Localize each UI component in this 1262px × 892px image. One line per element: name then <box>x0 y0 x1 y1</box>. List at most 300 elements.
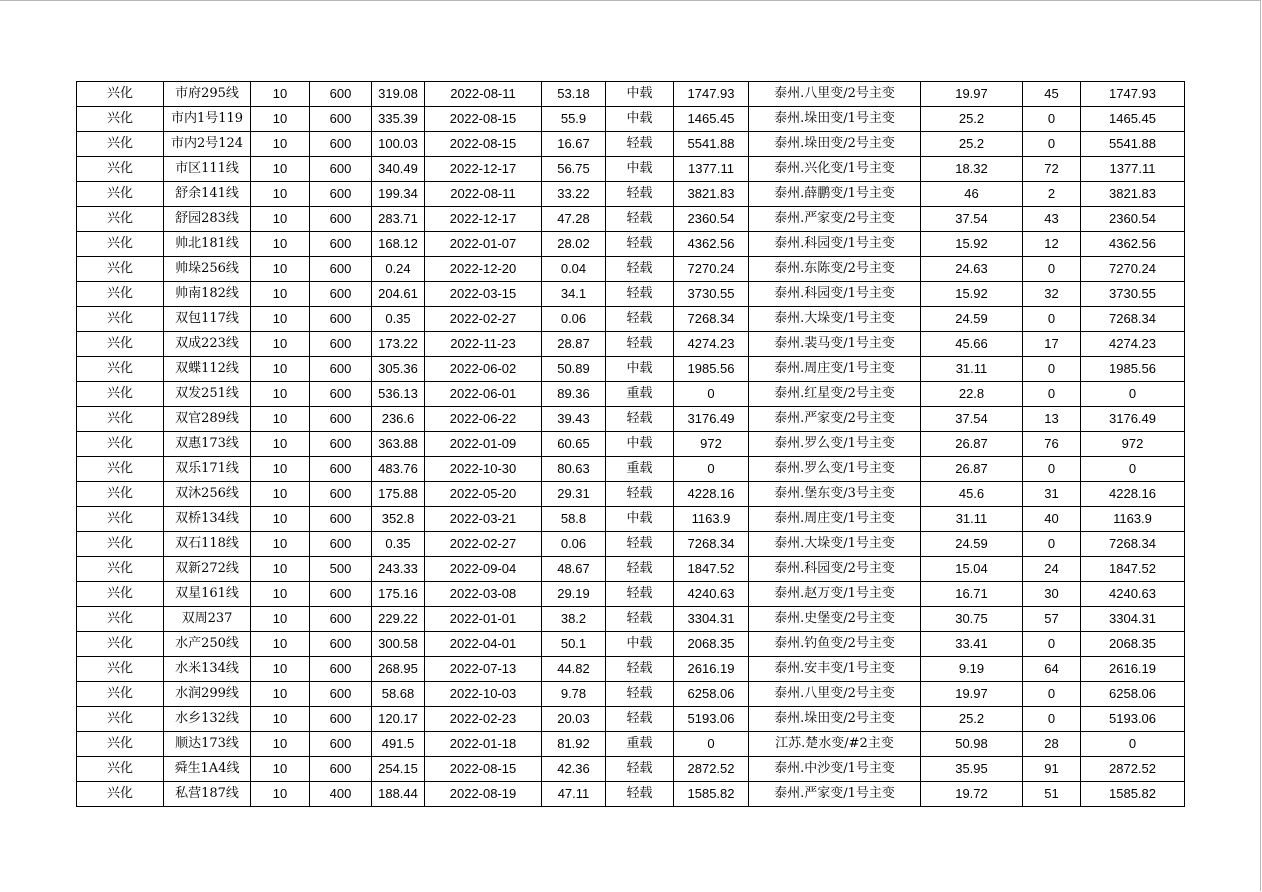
cell-count: 0 <box>1023 307 1081 332</box>
cell-count: 0 <box>1023 632 1081 657</box>
cell-remaining-capacity: 1747.93 <box>1081 82 1185 107</box>
cell-district: 兴化 <box>77 432 164 457</box>
cell-load-rate: 0.04 <box>542 257 606 282</box>
table-row <box>77 132 1185 157</box>
cell-transformer-load-rate: 25.2 <box>921 132 1023 157</box>
cell-date: 2022-06-01 <box>425 382 542 407</box>
cell-transformer: 泰州.严家变/2号主变 <box>749 407 921 432</box>
cell-available-capacity: 1585.82 <box>674 782 749 807</box>
cell-transformer: 泰州.安丰变/1号主变 <box>749 657 921 682</box>
cell-date: 2022-02-27 <box>425 532 542 557</box>
cell-load: 243.33 <box>372 557 425 582</box>
cell-capacity: 600 <box>310 307 372 332</box>
cell-available-capacity: 4362.56 <box>674 232 749 257</box>
cell-district: 兴化 <box>77 332 164 357</box>
table-row <box>77 557 1185 582</box>
cell-available-capacity: 1747.93 <box>674 82 749 107</box>
cell-transformer-load-rate: 25.2 <box>921 107 1023 132</box>
cell-count: 2 <box>1023 182 1081 207</box>
cell-date: 2022-07-13 <box>425 657 542 682</box>
cell-voltage: 10 <box>251 757 310 782</box>
cell-remaining-capacity: 0 <box>1081 457 1185 482</box>
cell-load: 305.36 <box>372 357 425 382</box>
cell-available-capacity: 972 <box>674 432 749 457</box>
cell-load-status: 中载 <box>606 507 674 532</box>
cell-date: 2022-08-19 <box>425 782 542 807</box>
cell-date: 2022-01-18 <box>425 732 542 757</box>
cell-capacity: 600 <box>310 182 372 207</box>
cell-date: 2022-08-11 <box>425 82 542 107</box>
cell-capacity: 600 <box>310 357 372 382</box>
cell-available-capacity: 7268.34 <box>674 532 749 557</box>
cell-load-rate: 89.36 <box>542 382 606 407</box>
cell-load-rate: 80.63 <box>542 457 606 482</box>
cell-voltage: 10 <box>251 307 310 332</box>
cell-capacity: 600 <box>310 707 372 732</box>
cell-voltage: 10 <box>251 482 310 507</box>
cell-transformer-load-rate: 15.04 <box>921 557 1023 582</box>
cell-capacity: 400 <box>310 782 372 807</box>
cell-voltage: 10 <box>251 182 310 207</box>
cell-load: 0.35 <box>372 532 425 557</box>
cell-district: 兴化 <box>77 132 164 157</box>
cell-transformer-load-rate: 19.72 <box>921 782 1023 807</box>
cell-line-name: 双惠173线 <box>164 432 251 457</box>
cell-capacity: 600 <box>310 157 372 182</box>
cell-count: 28 <box>1023 732 1081 757</box>
cell-transformer-load-rate: 31.11 <box>921 507 1023 532</box>
cell-available-capacity: 3730.55 <box>674 282 749 307</box>
cell-count: 31 <box>1023 482 1081 507</box>
cell-count: 30 <box>1023 582 1081 607</box>
cell-remaining-capacity: 5193.06 <box>1081 707 1185 732</box>
table-row <box>77 657 1185 682</box>
cell-district: 兴化 <box>77 257 164 282</box>
cell-voltage: 10 <box>251 207 310 232</box>
cell-transformer: 泰州.科园变/1号主变 <box>749 232 921 257</box>
cell-remaining-capacity: 2360.54 <box>1081 207 1185 232</box>
cell-available-capacity: 7268.34 <box>674 307 749 332</box>
cell-line-name: 市内2号124 <box>164 132 251 157</box>
cell-load-rate: 44.82 <box>542 657 606 682</box>
cell-date: 2022-01-07 <box>425 232 542 257</box>
cell-voltage: 10 <box>251 732 310 757</box>
cell-line-name: 舒余141线 <box>164 182 251 207</box>
cell-transformer: 泰州.周庄变/1号主变 <box>749 357 921 382</box>
cell-remaining-capacity: 0 <box>1081 732 1185 757</box>
cell-district: 兴化 <box>77 282 164 307</box>
cell-line-name: 双乐171线 <box>164 457 251 482</box>
table-row <box>77 82 1185 107</box>
cell-capacity: 600 <box>310 657 372 682</box>
cell-count: 64 <box>1023 657 1081 682</box>
cell-available-capacity: 5541.88 <box>674 132 749 157</box>
cell-load-status: 轻载 <box>606 307 674 332</box>
cell-voltage: 10 <box>251 557 310 582</box>
table-row <box>77 632 1185 657</box>
cell-transformer: 泰州.科园变/2号主变 <box>749 557 921 582</box>
cell-date: 2022-03-15 <box>425 282 542 307</box>
cell-voltage: 10 <box>251 282 310 307</box>
cell-transformer: 泰州.垛田变/2号主变 <box>749 132 921 157</box>
cell-transformer-load-rate: 15.92 <box>921 282 1023 307</box>
cell-voltage: 10 <box>251 782 310 807</box>
cell-transformer: 泰州.八里变/2号主变 <box>749 682 921 707</box>
table-row <box>77 382 1185 407</box>
cell-district: 兴化 <box>77 157 164 182</box>
cell-voltage: 10 <box>251 382 310 407</box>
cell-load-rate: 28.87 <box>542 332 606 357</box>
cell-load-rate: 29.31 <box>542 482 606 507</box>
cell-date: 2022-08-11 <box>425 182 542 207</box>
cell-load: 120.17 <box>372 707 425 732</box>
cell-available-capacity: 5193.06 <box>674 707 749 732</box>
cell-load-status: 轻载 <box>606 182 674 207</box>
cell-load-rate: 50.89 <box>542 357 606 382</box>
cell-count: 0 <box>1023 257 1081 282</box>
cell-load: 491.5 <box>372 732 425 757</box>
cell-transformer-load-rate: 15.92 <box>921 232 1023 257</box>
cell-load-status: 轻载 <box>606 557 674 582</box>
cell-load: 173.22 <box>372 332 425 357</box>
cell-district: 兴化 <box>77 107 164 132</box>
cell-capacity: 600 <box>310 582 372 607</box>
cell-voltage: 10 <box>251 107 310 132</box>
cell-transformer-load-rate: 45.66 <box>921 332 1023 357</box>
table-row <box>77 407 1185 432</box>
cell-transformer: 泰州.裴马变/1号主变 <box>749 332 921 357</box>
cell-line-name: 双发251线 <box>164 382 251 407</box>
cell-load-status: 轻载 <box>606 707 674 732</box>
cell-date: 2022-03-08 <box>425 582 542 607</box>
cell-transformer-load-rate: 19.97 <box>921 682 1023 707</box>
cell-count: 51 <box>1023 782 1081 807</box>
cell-date: 2022-05-20 <box>425 482 542 507</box>
cell-count: 13 <box>1023 407 1081 432</box>
feeder-load-table <box>76 81 1185 807</box>
cell-transformer-load-rate: 50.98 <box>921 732 1023 757</box>
cell-date: 2022-10-03 <box>425 682 542 707</box>
cell-load-status: 中载 <box>606 157 674 182</box>
cell-load: 0.24 <box>372 257 425 282</box>
cell-remaining-capacity: 7268.34 <box>1081 307 1185 332</box>
cell-capacity: 600 <box>310 207 372 232</box>
cell-capacity: 600 <box>310 332 372 357</box>
cell-capacity: 500 <box>310 557 372 582</box>
table-row <box>77 682 1185 707</box>
cell-transformer-load-rate: 24.63 <box>921 257 1023 282</box>
cell-load: 204.61 <box>372 282 425 307</box>
cell-count: 40 <box>1023 507 1081 532</box>
cell-remaining-capacity: 3304.31 <box>1081 607 1185 632</box>
cell-district: 兴化 <box>77 457 164 482</box>
cell-district: 兴化 <box>77 757 164 782</box>
cell-line-name: 水产250线 <box>164 632 251 657</box>
cell-load-rate: 33.22 <box>542 182 606 207</box>
cell-district: 兴化 <box>77 482 164 507</box>
cell-count: 24 <box>1023 557 1081 582</box>
cell-transformer: 江苏.楚水变/#2主变 <box>749 732 921 757</box>
cell-line-name: 顺达173线 <box>164 732 251 757</box>
cell-line-name: 水润299线 <box>164 682 251 707</box>
cell-line-name: 舜生1A4线 <box>164 757 251 782</box>
cell-voltage: 10 <box>251 257 310 282</box>
cell-remaining-capacity: 6258.06 <box>1081 682 1185 707</box>
cell-line-name: 帅北181线 <box>164 232 251 257</box>
cell-count: 17 <box>1023 332 1081 357</box>
cell-transformer-load-rate: 26.87 <box>921 457 1023 482</box>
cell-count: 72 <box>1023 157 1081 182</box>
cell-load-rate: 16.67 <box>542 132 606 157</box>
cell-count: 91 <box>1023 757 1081 782</box>
cell-available-capacity: 0 <box>674 732 749 757</box>
cell-district: 兴化 <box>77 307 164 332</box>
cell-line-name: 双官289线 <box>164 407 251 432</box>
cell-district: 兴化 <box>77 182 164 207</box>
cell-capacity: 600 <box>310 607 372 632</box>
cell-load-rate: 0.06 <box>542 307 606 332</box>
cell-voltage: 10 <box>251 232 310 257</box>
cell-load: 319.08 <box>372 82 425 107</box>
cell-load-status: 轻载 <box>606 532 674 557</box>
cell-date: 2022-01-09 <box>425 432 542 457</box>
cell-date: 2022-12-17 <box>425 207 542 232</box>
cell-line-name: 舒园283线 <box>164 207 251 232</box>
cell-line-name: 双成223线 <box>164 332 251 357</box>
cell-available-capacity: 2616.19 <box>674 657 749 682</box>
cell-remaining-capacity: 3821.83 <box>1081 182 1185 207</box>
cell-remaining-capacity: 7268.34 <box>1081 532 1185 557</box>
cell-load-status: 轻载 <box>606 607 674 632</box>
cell-date: 2022-02-27 <box>425 307 542 332</box>
cell-load-rate: 29.19 <box>542 582 606 607</box>
cell-available-capacity: 1465.45 <box>674 107 749 132</box>
cell-remaining-capacity: 2068.35 <box>1081 632 1185 657</box>
cell-line-name: 市内1号119 <box>164 107 251 132</box>
cell-capacity: 600 <box>310 107 372 132</box>
cell-load: 175.88 <box>372 482 425 507</box>
cell-load-rate: 55.9 <box>542 107 606 132</box>
cell-load-rate: 47.28 <box>542 207 606 232</box>
cell-transformer-load-rate: 33.41 <box>921 632 1023 657</box>
cell-count: 76 <box>1023 432 1081 457</box>
cell-load-rate: 48.67 <box>542 557 606 582</box>
cell-line-name: 双周237 <box>164 607 251 632</box>
cell-date: 2022-04-01 <box>425 632 542 657</box>
cell-voltage: 10 <box>251 657 310 682</box>
cell-date: 2022-12-20 <box>425 257 542 282</box>
cell-line-name: 水乡132线 <box>164 707 251 732</box>
cell-transformer-load-rate: 31.11 <box>921 357 1023 382</box>
cell-date: 2022-09-04 <box>425 557 542 582</box>
cell-date: 2022-08-15 <box>425 107 542 132</box>
cell-transformer-load-rate: 25.2 <box>921 707 1023 732</box>
cell-remaining-capacity: 2616.19 <box>1081 657 1185 682</box>
cell-remaining-capacity: 0 <box>1081 382 1185 407</box>
cell-available-capacity: 0 <box>674 457 749 482</box>
cell-line-name: 双蝶112线 <box>164 357 251 382</box>
cell-district: 兴化 <box>77 607 164 632</box>
cell-transformer-load-rate: 30.75 <box>921 607 1023 632</box>
cell-load-status: 轻载 <box>606 257 674 282</box>
table-row <box>77 207 1185 232</box>
cell-capacity: 600 <box>310 257 372 282</box>
cell-district: 兴化 <box>77 732 164 757</box>
table-row <box>77 232 1185 257</box>
cell-district: 兴化 <box>77 682 164 707</box>
cell-line-name: 帅南182线 <box>164 282 251 307</box>
cell-line-name: 私营187线 <box>164 782 251 807</box>
cell-district: 兴化 <box>77 707 164 732</box>
cell-load: 300.58 <box>372 632 425 657</box>
table-row <box>77 607 1185 632</box>
cell-district: 兴化 <box>77 357 164 382</box>
cell-district: 兴化 <box>77 657 164 682</box>
cell-voltage: 10 <box>251 407 310 432</box>
table-row <box>77 482 1185 507</box>
table-row <box>77 432 1185 457</box>
cell-load: 100.03 <box>372 132 425 157</box>
cell-available-capacity: 2068.35 <box>674 632 749 657</box>
cell-load-status: 轻载 <box>606 757 674 782</box>
table-body <box>77 82 1185 807</box>
cell-date: 2022-01-01 <box>425 607 542 632</box>
cell-date: 2022-11-23 <box>425 332 542 357</box>
cell-load: 168.12 <box>372 232 425 257</box>
table-row <box>77 282 1185 307</box>
cell-voltage: 10 <box>251 582 310 607</box>
cell-load-status: 轻载 <box>606 407 674 432</box>
cell-load: 236.6 <box>372 407 425 432</box>
cell-count: 43 <box>1023 207 1081 232</box>
cell-load: 340.49 <box>372 157 425 182</box>
cell-load-status: 轻载 <box>606 582 674 607</box>
cell-voltage: 10 <box>251 332 310 357</box>
cell-available-capacity: 7270.24 <box>674 257 749 282</box>
cell-remaining-capacity: 5541.88 <box>1081 132 1185 157</box>
cell-capacity: 600 <box>310 507 372 532</box>
cell-district: 兴化 <box>77 382 164 407</box>
table-row <box>77 157 1185 182</box>
cell-load-status: 轻载 <box>606 682 674 707</box>
table-row <box>77 782 1185 807</box>
cell-district: 兴化 <box>77 407 164 432</box>
table-row <box>77 182 1185 207</box>
cell-available-capacity: 3176.49 <box>674 407 749 432</box>
cell-capacity: 600 <box>310 732 372 757</box>
cell-available-capacity: 4228.16 <box>674 482 749 507</box>
cell-transformer-load-rate: 18.32 <box>921 157 1023 182</box>
cell-available-capacity: 1847.52 <box>674 557 749 582</box>
cell-remaining-capacity: 1377.11 <box>1081 157 1185 182</box>
cell-load: 0.35 <box>372 307 425 332</box>
cell-remaining-capacity: 1985.56 <box>1081 357 1185 382</box>
cell-load: 483.76 <box>372 457 425 482</box>
cell-date: 2022-08-15 <box>425 757 542 782</box>
cell-load-rate: 42.36 <box>542 757 606 782</box>
cell-date: 2022-03-21 <box>425 507 542 532</box>
cell-capacity: 600 <box>310 532 372 557</box>
cell-voltage: 10 <box>251 432 310 457</box>
cell-remaining-capacity: 7270.24 <box>1081 257 1185 282</box>
cell-voltage: 10 <box>251 132 310 157</box>
cell-load-rate: 47.11 <box>542 782 606 807</box>
cell-remaining-capacity: 4274.23 <box>1081 332 1185 357</box>
cell-transformer: 泰州.严家变/2号主变 <box>749 207 921 232</box>
cell-capacity: 600 <box>310 457 372 482</box>
cell-remaining-capacity: 1465.45 <box>1081 107 1185 132</box>
table-row <box>77 507 1185 532</box>
cell-date: 2022-10-30 <box>425 457 542 482</box>
cell-transformer-load-rate: 19.97 <box>921 82 1023 107</box>
cell-transformer: 泰州.八里变/2号主变 <box>749 82 921 107</box>
cell-district: 兴化 <box>77 232 164 257</box>
cell-transformer: 泰州.大垛变/1号主变 <box>749 532 921 557</box>
cell-load: 335.39 <box>372 107 425 132</box>
cell-load-rate: 38.2 <box>542 607 606 632</box>
cell-load-status: 轻载 <box>606 132 674 157</box>
cell-district: 兴化 <box>77 557 164 582</box>
cell-line-name: 帅垛256线 <box>164 257 251 282</box>
cell-capacity: 600 <box>310 382 372 407</box>
cell-available-capacity: 3304.31 <box>674 607 749 632</box>
table-row <box>77 357 1185 382</box>
cell-load-rate: 56.75 <box>542 157 606 182</box>
table-row <box>77 257 1185 282</box>
cell-capacity: 600 <box>310 632 372 657</box>
cell-date: 2022-06-02 <box>425 357 542 382</box>
cell-count: 0 <box>1023 707 1081 732</box>
cell-load-rate: 39.43 <box>542 407 606 432</box>
cell-count: 32 <box>1023 282 1081 307</box>
cell-transformer: 泰州.薛鹏变/1号主变 <box>749 182 921 207</box>
cell-count: 0 <box>1023 132 1081 157</box>
cell-remaining-capacity: 1847.52 <box>1081 557 1185 582</box>
cell-remaining-capacity: 4362.56 <box>1081 232 1185 257</box>
cell-transformer-load-rate: 46 <box>921 182 1023 207</box>
cell-transformer: 泰州.垛田变/2号主变 <box>749 707 921 732</box>
table-row <box>77 732 1185 757</box>
cell-voltage: 10 <box>251 82 310 107</box>
cell-transformer: 泰州.罗么变/1号主变 <box>749 457 921 482</box>
cell-load: 268.95 <box>372 657 425 682</box>
cell-load-status: 轻载 <box>606 207 674 232</box>
cell-load: 175.16 <box>372 582 425 607</box>
cell-load-rate: 9.78 <box>542 682 606 707</box>
cell-count: 0 <box>1023 532 1081 557</box>
cell-load-status: 中载 <box>606 107 674 132</box>
cell-capacity: 600 <box>310 407 372 432</box>
cell-line-name: 双桥134线 <box>164 507 251 532</box>
table-row <box>77 532 1185 557</box>
cell-transformer: 泰州.垛田变/1号主变 <box>749 107 921 132</box>
cell-line-name: 双沐256线 <box>164 482 251 507</box>
table-row <box>77 457 1185 482</box>
cell-line-name: 市区111线 <box>164 157 251 182</box>
cell-load-status: 轻载 <box>606 282 674 307</box>
cell-load-status: 轻载 <box>606 482 674 507</box>
cell-transformer: 泰州.红星变/2号主变 <box>749 382 921 407</box>
cell-load-rate: 50.1 <box>542 632 606 657</box>
table-row <box>77 107 1185 132</box>
cell-line-name: 市府295线 <box>164 82 251 107</box>
cell-load: 188.44 <box>372 782 425 807</box>
cell-transformer: 泰州.史堡变/2号主变 <box>749 607 921 632</box>
cell-load-status: 轻载 <box>606 782 674 807</box>
cell-available-capacity: 3821.83 <box>674 182 749 207</box>
cell-count: 0 <box>1023 382 1081 407</box>
cell-load-rate: 0.06 <box>542 532 606 557</box>
